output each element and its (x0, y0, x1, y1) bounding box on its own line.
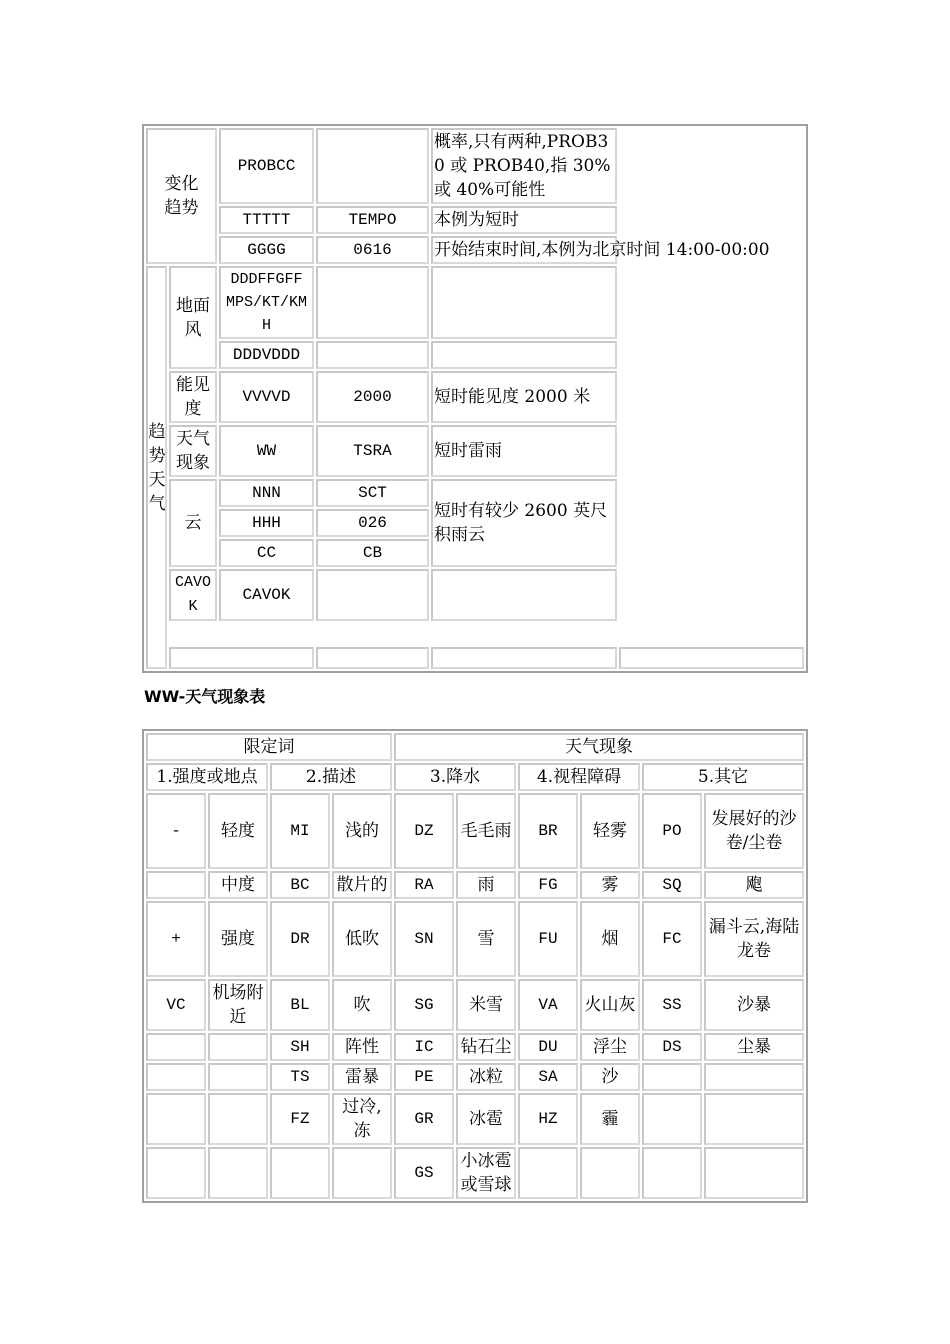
meaning-cell: 尘暴 (704, 1033, 804, 1061)
subheader-other: 5.其它 (642, 763, 804, 791)
meaning-cell (580, 1147, 640, 1199)
code-cell: GGGG (219, 236, 314, 264)
code-cell (270, 1147, 330, 1199)
code-cell (146, 1063, 206, 1091)
meaning-cell: 机场附近 (208, 979, 268, 1031)
code-cell (146, 1147, 206, 1199)
meaning-cell (208, 1063, 268, 1091)
meaning-cell: 中度 (208, 871, 268, 899)
meaning-cell (208, 1093, 268, 1145)
meaning-cell: 漏斗云,海陆龙卷 (704, 901, 804, 977)
meaning-cell (704, 1093, 804, 1145)
code-cell: SH (270, 1033, 330, 1061)
code-cell: VA (518, 979, 578, 1031)
code-cell: + (146, 901, 206, 977)
code-cell: FU (518, 901, 578, 977)
code-cell (146, 1093, 206, 1145)
subheader-descriptor: 2.描述 (270, 763, 392, 791)
code-cell: VC (146, 979, 206, 1031)
meaning-cell: 霾 (580, 1093, 640, 1145)
code-cell (642, 1063, 702, 1091)
code-cell: MI (270, 793, 330, 869)
code-cell: SN (394, 901, 454, 977)
wind-label: 地面风 (169, 266, 217, 369)
code-cell: BC (270, 871, 330, 899)
header-qualifier: 限定词 (146, 733, 392, 761)
cloud-value: 026 (316, 509, 429, 537)
meaning-cell: 烟 (580, 901, 640, 977)
code-cell: SQ (642, 871, 702, 899)
visibility-value: 2000 (316, 371, 429, 423)
code-cell: SG (394, 979, 454, 1031)
wind-code: DDDFFGFF MPS/KT/KMH (219, 266, 314, 339)
code-cell: HZ (518, 1093, 578, 1145)
empty-cell (619, 647, 805, 669)
weather-label: 天气现象 (169, 425, 217, 477)
code-cell (642, 1147, 702, 1199)
meaning-cell: 飑 (704, 871, 804, 899)
code-cell: SS (642, 979, 702, 1031)
code-cell: DS (642, 1033, 702, 1061)
subheader-precipitation: 3.降水 (394, 763, 516, 791)
desc-cell (431, 341, 617, 369)
desc-cell: 概率,只有两种,PROB30 或 PROB40,指 30%或 40%可能性 (431, 128, 617, 204)
code-cell (146, 871, 206, 899)
meaning-cell: 轻雾 (580, 793, 640, 869)
weather-code: WW (219, 425, 314, 477)
ww-table (142, 729, 808, 1203)
meaning-cell: 沙暴 (704, 979, 804, 1031)
code-cell: FC (642, 901, 702, 977)
trend-weather-label: 趋势天气 (146, 266, 167, 669)
empty-cell (169, 647, 314, 669)
meaning-cell: 雪 (456, 901, 516, 977)
code-cell: FZ (270, 1093, 330, 1145)
meaning-cell: 阵性 (332, 1033, 392, 1061)
subheader-obscuration: 4.视程障碍 (518, 763, 640, 791)
meaning-cell (208, 1033, 268, 1061)
value-cell: TEMPO (316, 206, 429, 234)
code-cell: BR (518, 793, 578, 869)
value-cell (316, 569, 429, 621)
table-row (146, 1063, 804, 1091)
meaning-cell: 浮尘 (580, 1033, 640, 1061)
code-cell (518, 1147, 578, 1199)
meaning-cell: 小冰雹或雪球 (456, 1147, 516, 1199)
table-row (146, 1093, 804, 1145)
meaning-cell (208, 1147, 268, 1199)
table-row (146, 871, 804, 899)
code-cell: DR (270, 901, 330, 977)
meaning-cell: 钻石尘 (456, 1033, 516, 1061)
code-cell: SA (518, 1063, 578, 1091)
cloud-code: HHH (219, 509, 314, 537)
header-phenomena: 天气现象 (394, 733, 804, 761)
meaning-cell (332, 1147, 392, 1199)
code-cell: - (146, 793, 206, 869)
wind-code-variable: DDDVDDD (219, 341, 314, 369)
desc-cell: 开始结束时间,本例为北京时间 14:00-00:00 (431, 236, 617, 264)
table-row (146, 1033, 804, 1061)
code-cell (642, 1093, 702, 1145)
trend-table (142, 124, 808, 673)
code-cell (146, 1033, 206, 1061)
meaning-cell: 过冷,冻 (332, 1093, 392, 1145)
code-cell: GR (394, 1093, 454, 1145)
table-row (146, 979, 804, 1031)
code-cell: DU (518, 1033, 578, 1061)
meaning-cell: 雨 (456, 871, 516, 899)
meaning-cell: 火山灰 (580, 979, 640, 1031)
cloud-code: NNN (219, 479, 314, 507)
meaning-cell: 强度 (208, 901, 268, 977)
meaning-cell: 轻度 (208, 793, 268, 869)
weather-desc: 短时雷雨 (431, 425, 617, 477)
meaning-cell: 散片的 (332, 871, 392, 899)
code-cell: TTTTT (219, 206, 314, 234)
code-cell: TS (270, 1063, 330, 1091)
desc-cell: 本例为短时 (431, 206, 617, 234)
cloud-code: CC (219, 539, 314, 567)
meaning-cell: 冰粒 (456, 1063, 516, 1091)
meaning-cell: 毛毛雨 (456, 793, 516, 869)
visibility-code: VVVVD (219, 371, 314, 423)
weather-value: TSRA (316, 425, 429, 477)
change-trend-label: 变化趋势 (146, 128, 217, 264)
cloud-value: CB (316, 539, 429, 567)
cloud-value: SCT (316, 479, 429, 507)
code-cell: RA (394, 871, 454, 899)
visibility-label: 能见度 (169, 371, 217, 423)
ww-table-caption: WW-天气现象表 (144, 687, 266, 706)
visibility-desc: 短时能见度 2000 米 (431, 371, 617, 423)
desc-cell (431, 266, 617, 339)
table-row (146, 901, 804, 977)
code-cell: PE (394, 1063, 454, 1091)
meaning-cell: 雾 (580, 871, 640, 899)
meaning-cell: 吹 (332, 979, 392, 1031)
meaning-cell: 浅的 (332, 793, 392, 869)
desc-cell (431, 569, 617, 621)
cloud-label: 云 (169, 479, 217, 567)
meaning-cell: 沙 (580, 1063, 640, 1091)
meaning-cell: 雷暴 (332, 1063, 392, 1091)
meaning-cell (704, 1147, 804, 1199)
table-row (146, 1147, 804, 1199)
code-cell: GS (394, 1147, 454, 1199)
code-cell: PO (642, 793, 702, 869)
code-cell: PROBCC (219, 128, 314, 204)
meaning-cell: 米雪 (456, 979, 516, 1031)
value-cell (316, 128, 429, 204)
code-cell: DZ (394, 793, 454, 869)
meaning-cell: 低吹 (332, 901, 392, 977)
subheader-intensity: 1.强度或地点 (146, 763, 268, 791)
meaning-cell: 发展好的沙卷/尘卷 (704, 793, 804, 869)
code-cell: BL (270, 979, 330, 1031)
value-cell (316, 266, 429, 339)
table-row (146, 793, 804, 869)
code-cell: IC (394, 1033, 454, 1061)
meaning-cell (704, 1063, 804, 1091)
empty-cell (316, 647, 429, 669)
cloud-desc: 短时有较少 2600 英尺积雨云 (431, 479, 617, 567)
empty-cell (431, 647, 617, 669)
meaning-cell: 冰雹 (456, 1093, 516, 1145)
cavok-code: CAVOK (219, 569, 314, 621)
value-cell (316, 341, 429, 369)
cavok-label: CAVOK (169, 569, 217, 621)
value-cell: 0616 (316, 236, 429, 264)
code-cell: FG (518, 871, 578, 899)
